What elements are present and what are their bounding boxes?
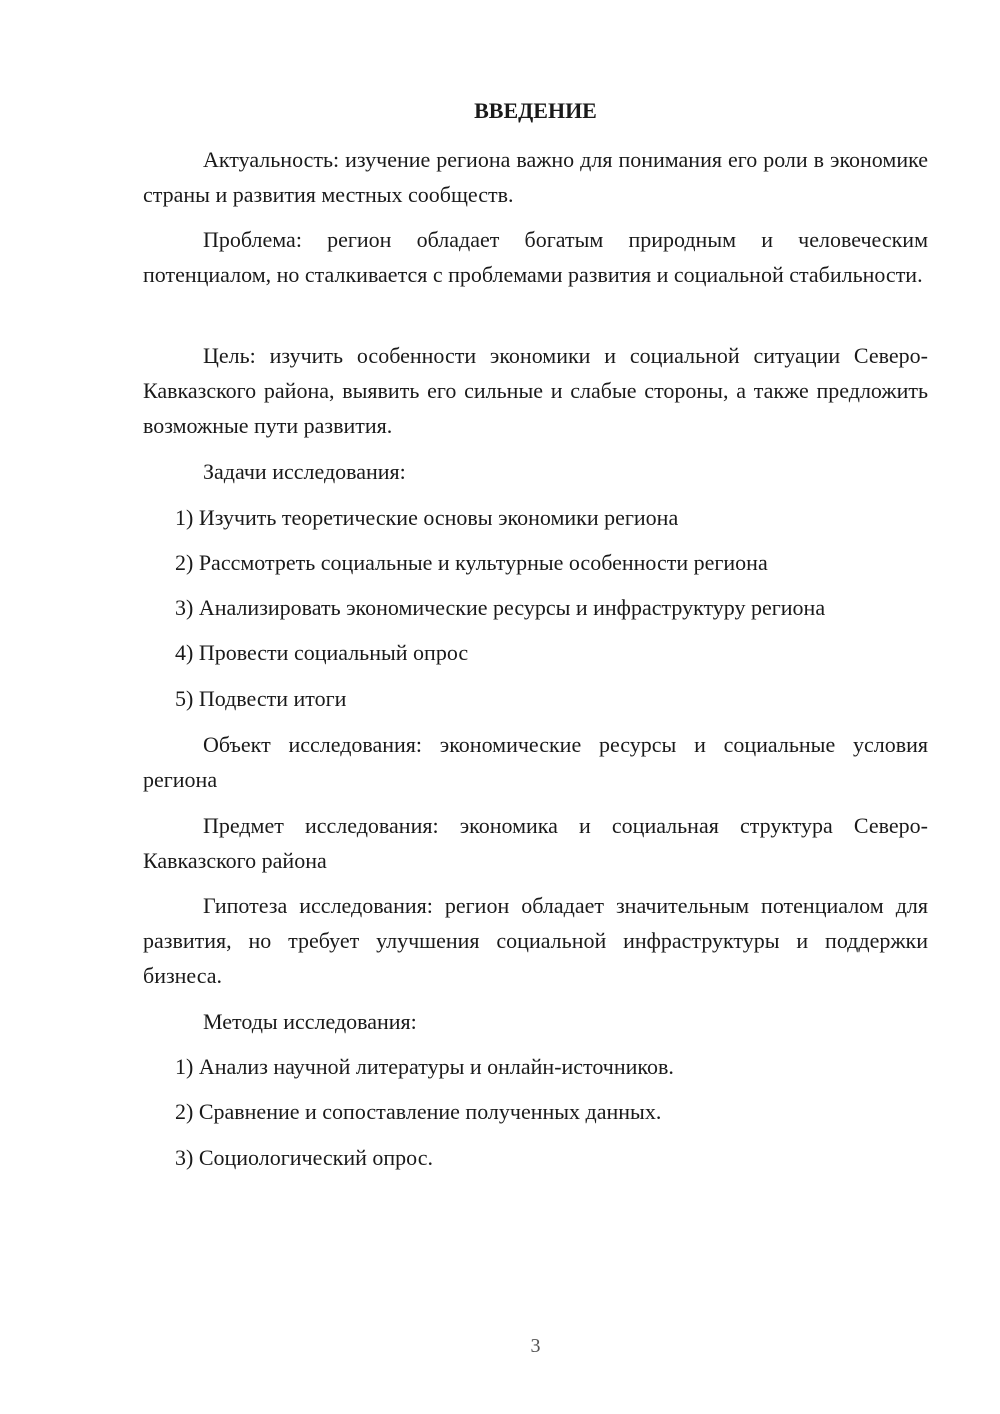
object-paragraph: Объект исследования: экономические ресурсы и социальные условия региона	[143, 732, 928, 792]
method-item-3: 3) Социологический опрос.	[175, 1145, 433, 1170]
goal-paragraph: Цель: изучить особенности экономики и социальной ситуации Северо-Кавказского района, выявить его сильные и слабые стороны, а также предложить возможные пути развития.	[143, 343, 928, 438]
problem-paragraph: Проблема: регион обладает богатым природным и человеческим потенциалом, но сталкивается с проблемами развития и социальной стабильности.	[143, 227, 928, 287]
relevance-paragraph: Актуальность: изучение региона важно для понимания его роли в экономике страны и развития местных сообществ.	[143, 147, 928, 207]
task-item-2: 2) Рассмотреть социальные и культурные особенности региона	[175, 550, 768, 575]
document-page	[143, 0, 928, 1414]
task-item-1: 1) Изучить теоретические основы экономики региона	[175, 505, 679, 530]
method-item-2: 2) Сравнение и сопоставление полученных данных.	[175, 1099, 662, 1124]
task-item-5: 5) Подвести итоги	[175, 686, 347, 711]
methods-heading: Методы исследования:	[203, 1009, 417, 1034]
page-title: ВВЕДЕНИЕ	[474, 98, 597, 123]
tasks-heading: Задачи исследования:	[203, 459, 406, 484]
page-number: 3	[530, 1335, 541, 1357]
hypothesis-paragraph: Гипотеза исследования: регион обладает значительным потенциалом для развития, но требует улучшения социальной инфраструктуры и поддержки бизнеса.	[143, 893, 928, 988]
method-item-1: 1) Анализ научной литературы и онлайн-источников.	[175, 1054, 674, 1079]
subject-paragraph: Предмет исследования: экономика и социальная структура Северо-Кавказского района	[143, 813, 928, 873]
task-item-3: 3) Анализировать экономические ресурсы и инфраструктуру региона	[175, 595, 826, 620]
task-item-4: 4) Провести социальный опрос	[175, 640, 469, 665]
